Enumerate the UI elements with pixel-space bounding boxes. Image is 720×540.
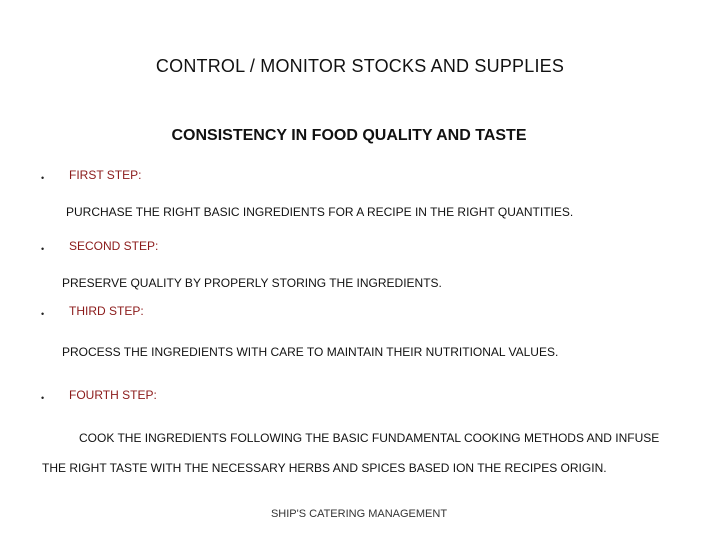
slide-footer: SHIP'S CATERING MANAGEMENT xyxy=(270,508,448,520)
bullet-icon: • xyxy=(41,309,45,319)
step-label: FOURTH STEP: xyxy=(69,388,157,402)
step-label: FIRST STEP: xyxy=(69,168,142,182)
step-description: PRESERVE QUALITY BY PROPERLY STORING THE INGREDIENTS. xyxy=(62,276,442,290)
step-description: PROCESS THE INGREDIENTS WITH CARE TO MAINTAIN THEIR NUTRITIONAL VALUES. xyxy=(62,345,559,359)
step-label: THIRD STEP: xyxy=(69,304,144,318)
slide-title: CONTROL / MONITOR STOCKS AND SUPPLIES xyxy=(155,56,565,76)
step-label: SECOND STEP: xyxy=(69,239,159,253)
slide-subtitle: CONSISTENCY IN FOOD QUALITY AND TASTE xyxy=(171,127,527,144)
bullet-icon: • xyxy=(41,244,45,254)
step-description-line1: COOK THE INGREDIENTS FOLLOWING THE BASIC FUNDAMENTAL COOKING METHODS AND INFUSE xyxy=(79,431,660,445)
bullet-icon: • xyxy=(41,393,45,403)
bullet-icon: • xyxy=(41,173,45,183)
step-description: PURCHASE THE RIGHT BASIC INGREDIENTS FOR A RECIPE IN THE RIGHT QUANTITIES. xyxy=(66,205,574,219)
step-description-line2: THE RIGHT TASTE WITH THE NECESSARY HERBS AND SPICES BASED ION THE RECIPES ORIGIN. xyxy=(42,461,607,475)
